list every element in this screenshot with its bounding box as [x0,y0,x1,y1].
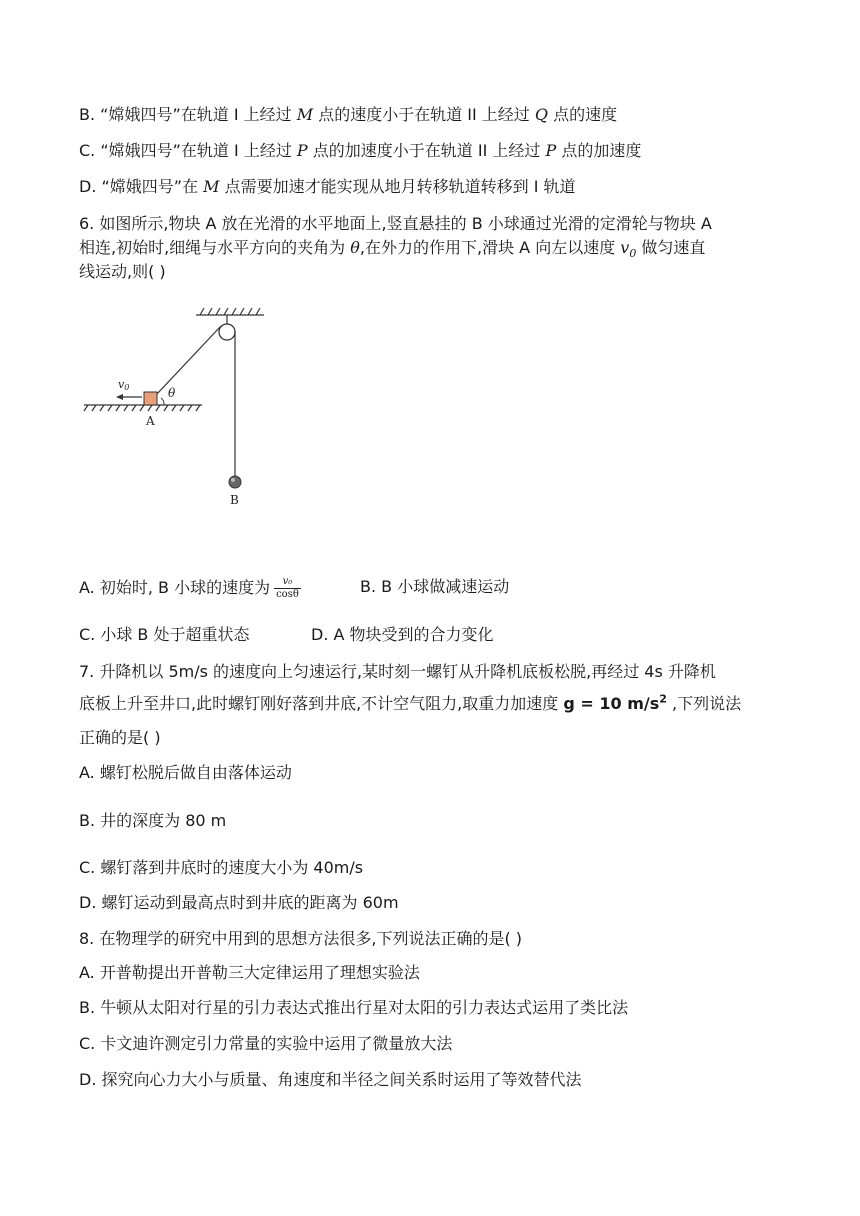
var-m: M [296,105,314,124]
ceiling [196,308,264,315]
q7-stem-line2: 底板上升至井口,此时螺钉刚好落到井底,不计空气阻力,取重力加速度 g = 10 $m/s^2$ ,下列说法 [79,692,742,713]
q6-option-a: A. 初始时, B 小球的速度为 $\frac{\text{v₀}}{\cos\theta}$ [79,576,299,600]
ball-b [229,476,241,488]
var-v0: $v_0$ [620,238,637,261]
q8-stem: 8. 在物理学的研究中用到的思想方法很多,下列说法正确的是( ) [79,929,523,948]
q5-option-c: C. “嫦娥四号”在轨道 I 上经过 P 点的加速度小于在轨道 II 上经过 P 点的加速度 [79,141,642,160]
v0-label: v0 [118,378,130,392]
q6-stem-line1: 6. 如图所示,物块 A 放在光滑的水平地面上,竖直悬挂的 B 小球通过光滑的定滑轮与物块 A [79,214,712,233]
q8-option-c: C. 卡文迪许测定引力常量的实验中运用了微量放大法 [79,1034,453,1053]
q6-stem-line2: 相连,初始时,细绳与水平方向的夹角为 θ,在外力的作用下,滑块 A 向左以速度 $v_0$ 做匀速直 [79,238,706,261]
ground [84,405,202,411]
q6-option-b: B. B 小球做减速运动 [360,577,510,596]
angle-arc [161,398,164,405]
q6-options-row1 [79,576,510,600]
var-m: M [203,177,220,196]
block-a [144,392,157,405]
rope-diagonal [156,326,221,395]
var-q: Q [534,105,549,124]
q7-stem-line3: 正确的是( ) [79,728,161,747]
ball-highlight [231,478,235,482]
label-b: B [230,493,239,507]
q7-option-a: A. 螺钉松脱后做自由落体运动 [79,763,292,782]
q6-option-c: C. 小球 B 处于超重状态 [79,625,250,644]
q8-option-d: D. 探究向心力大小与质量、角速度和半径之间关系时运用了等效替代法 [79,1070,582,1089]
q8-option-a: A. 开普勒提出开普勒三大定律运用了理想实验法 [79,963,420,982]
var-p: P [545,141,557,160]
var-p: P [296,141,308,160]
q6-stem-line3: 线运动,则( ) [79,262,166,281]
q6-option-d: D. A 物块受到的合力变化 [311,625,494,644]
gravity-expression: g = 10 $m/s^2$ [563,692,667,713]
q7-option-d: D. 螺钉运动到最高点时到井底的距离为 60m [79,893,399,912]
q6-options-row2 [79,624,494,646]
q8-option-b: B. 牛顿从太阳对行星的引力表达式推出行星对太阳的引力表达式运用了类比法 [79,998,629,1017]
fraction: $\frac{\text{v₀}}{\cos\theta}$ [276,576,299,600]
q7-stem-line1: 7. 升降机以 5m/s 的速度向上匀速运行,某时刻一螺钉从升降机底板松脱,再经过 4s 升降机 [79,662,716,681]
q7-option-b: B. 井的深度为 80 m [79,811,227,830]
q5-option-d: D. “嫦娥四号”在 M 点需要加速才能实现从地月转移轨道转移到 I 轨道 [79,177,576,196]
q5-option-b: B. “嫦娥四号”在轨道 I 上经过 M 点的速度小于在轨道 II 上经过 Q 点的速度 [79,105,618,124]
q7-option-c: C. 螺钉落到井底时的速度大小为 40m/s [79,858,364,877]
pulley-diagram [80,300,280,515]
theta-label: θ [168,386,176,400]
var-theta: θ [350,238,360,257]
label-a: A [146,414,155,428]
arrow-head-icon [116,394,123,400]
